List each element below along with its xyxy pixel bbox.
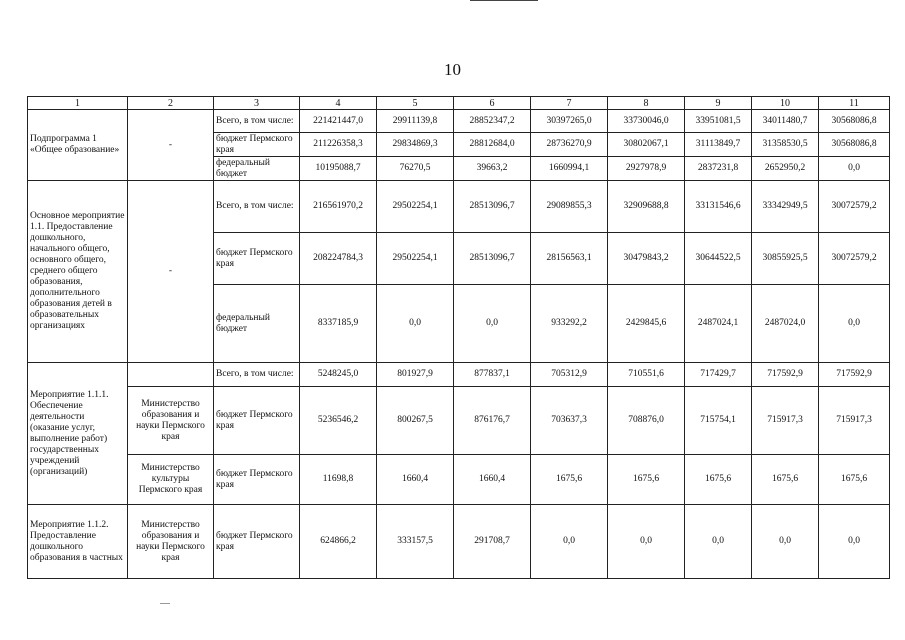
executor-cell: - [128,181,214,363]
value-cell: 221421447,0 [300,110,377,133]
value-cell: 800267,5 [377,387,454,455]
table-row [28,505,890,579]
value-cell: 876176,7 [454,387,531,455]
header-cell: 6 [454,97,531,110]
value-cell: 2927978,9 [608,157,685,181]
value-cell: 30644522,5 [685,233,752,285]
value-cell: 705312,9 [531,363,608,387]
value-cell: 710551,6 [608,363,685,387]
executor-cell: Министерство образования и науки Пермского края [128,387,214,455]
value-cell: 1660,4 [377,455,454,505]
header-cell: 9 [685,97,752,110]
value-cell: 0,0 [685,505,752,579]
value-cell: 34011480,7 [752,110,819,133]
value-cell: 0,0 [377,285,454,363]
executor-cell: Министерство образования и науки Пермского края [128,505,214,579]
table-row [28,110,890,133]
table-row [28,387,890,455]
value-cell: 30072579,2 [819,233,890,285]
value-cell: 30855925,5 [752,233,819,285]
source-cell: бюджет Пермского края [214,505,300,579]
value-cell: 1675,6 [752,455,819,505]
value-cell: 216561970,2 [300,181,377,233]
executor-cell: Министерство культуры Пермского края [128,455,214,505]
page-number: 10 [444,60,461,79]
header-cell: 3 [214,97,300,110]
value-cell: 1675,6 [819,455,890,505]
source-cell: бюджет Пермского края [214,233,300,285]
value-cell: 29502254,1 [377,181,454,233]
value-cell: 28812684,0 [454,133,531,157]
value-cell: 1675,6 [531,455,608,505]
value-cell: 717592,9 [752,363,819,387]
value-cell: 933292,2 [531,285,608,363]
value-cell: 717429,7 [685,363,752,387]
value-cell: 715754,1 [685,387,752,455]
value-cell: 0,0 [819,157,890,181]
value-cell: 1660,4 [454,455,531,505]
value-cell: 0,0 [819,505,890,579]
value-cell: 5236546,2 [300,387,377,455]
header-row [28,97,890,110]
value-cell: 2487024,0 [752,285,819,363]
value-cell: 28513096,7 [454,233,531,285]
value-cell: 31113849,7 [685,133,752,157]
source-cell: бюджет Пермского края [214,133,300,157]
value-cell: 0,0 [608,505,685,579]
executor-cell [128,363,214,387]
value-cell: 29089855,3 [531,181,608,233]
value-cell: 708876,0 [608,387,685,455]
header-cell: 5 [377,97,454,110]
value-cell: 291708,7 [454,505,531,579]
top-rule [470,0,538,1]
value-cell: 29502254,1 [377,233,454,285]
value-cell: 33730046,0 [608,110,685,133]
value-cell: 1675,6 [608,455,685,505]
header-cell: 8 [608,97,685,110]
value-cell: 5248245,0 [300,363,377,387]
header-cell: 2 [128,97,214,110]
header-cell: 7 [531,97,608,110]
table-row [28,363,890,387]
value-cell: 30072579,2 [819,181,890,233]
program-name-cell: Основное мероприятие 1.1. Предоставление дошкольного, начального общего, основного общего, среднего общего образования, дополнительного образования детей в образовательных организациях [28,181,128,363]
value-cell: 29911139,8 [377,110,454,133]
value-cell: 715917,3 [752,387,819,455]
source-cell: бюджет Пермского края [214,455,300,505]
value-cell: 28852347,2 [454,110,531,133]
source-cell: Всего, в том числе: [214,110,300,133]
value-cell: 33131546,6 [685,181,752,233]
value-cell: 715917,3 [819,387,890,455]
header-cell: 1 [28,97,128,110]
budget-table [27,96,890,579]
value-cell: 11698,8 [300,455,377,505]
value-cell: 1660994,1 [531,157,608,181]
table-row [28,181,890,233]
source-cell: Всего, в том числе: [214,363,300,387]
value-cell: 31358530,5 [752,133,819,157]
program-name-cell: Подпрограмма 1 «Общее образование» [28,110,128,181]
value-cell: 1675,6 [685,455,752,505]
value-cell: 28736270,9 [531,133,608,157]
value-cell: 801927,9 [377,363,454,387]
value-cell: 208224784,3 [300,233,377,285]
value-cell: 717592,9 [819,363,890,387]
header-cell: 11 [819,97,890,110]
value-cell: 33342949,5 [752,181,819,233]
value-cell: 211226358,3 [300,133,377,157]
value-cell: 30479843,2 [608,233,685,285]
value-cell: 30568086,8 [819,110,890,133]
value-cell: 2487024,1 [685,285,752,363]
header-cell: 4 [300,97,377,110]
header-cell: 10 [752,97,819,110]
value-cell: 0,0 [752,505,819,579]
value-cell: 2652950,2 [752,157,819,181]
value-cell: 30568086,8 [819,133,890,157]
value-cell: 30397265,0 [531,110,608,133]
value-cell: 76270,5 [377,157,454,181]
value-cell: 333157,5 [377,505,454,579]
value-cell: 10195088,7 [300,157,377,181]
value-cell: 28156563,1 [531,233,608,285]
value-cell: 29834869,3 [377,133,454,157]
table-row [28,455,890,505]
value-cell: 0,0 [531,505,608,579]
value-cell: 0,0 [819,285,890,363]
value-cell: 703637,3 [531,387,608,455]
value-cell: 30802067,1 [608,133,685,157]
value-cell: 877837,1 [454,363,531,387]
value-cell: 2837231,8 [685,157,752,181]
source-cell: бюджет Пермского края [214,387,300,455]
value-cell: 39663,2 [454,157,531,181]
program-name-cell: Мероприятие 1.1.1. Обеспечение деятельности (оказание услуг, выполнение работ) государственных учреждений (организаций) [28,363,128,505]
executor-cell: - [128,110,214,181]
value-cell: 33951081,5 [685,110,752,133]
footer-mark [160,603,170,604]
value-cell: 32909688,8 [608,181,685,233]
source-cell: Всего, в том числе: [214,181,300,233]
value-cell: 624866,2 [300,505,377,579]
program-name-cell: Мероприятие 1.1.2. Предоставление дошкольного образования в частных [28,505,128,579]
value-cell: 2429845,6 [608,285,685,363]
source-cell: федеральный бюджет [214,157,300,181]
value-cell: 28513096,7 [454,181,531,233]
value-cell: 8337185,9 [300,285,377,363]
value-cell: 0,0 [454,285,531,363]
source-cell: федеральный бюджет [214,285,300,363]
